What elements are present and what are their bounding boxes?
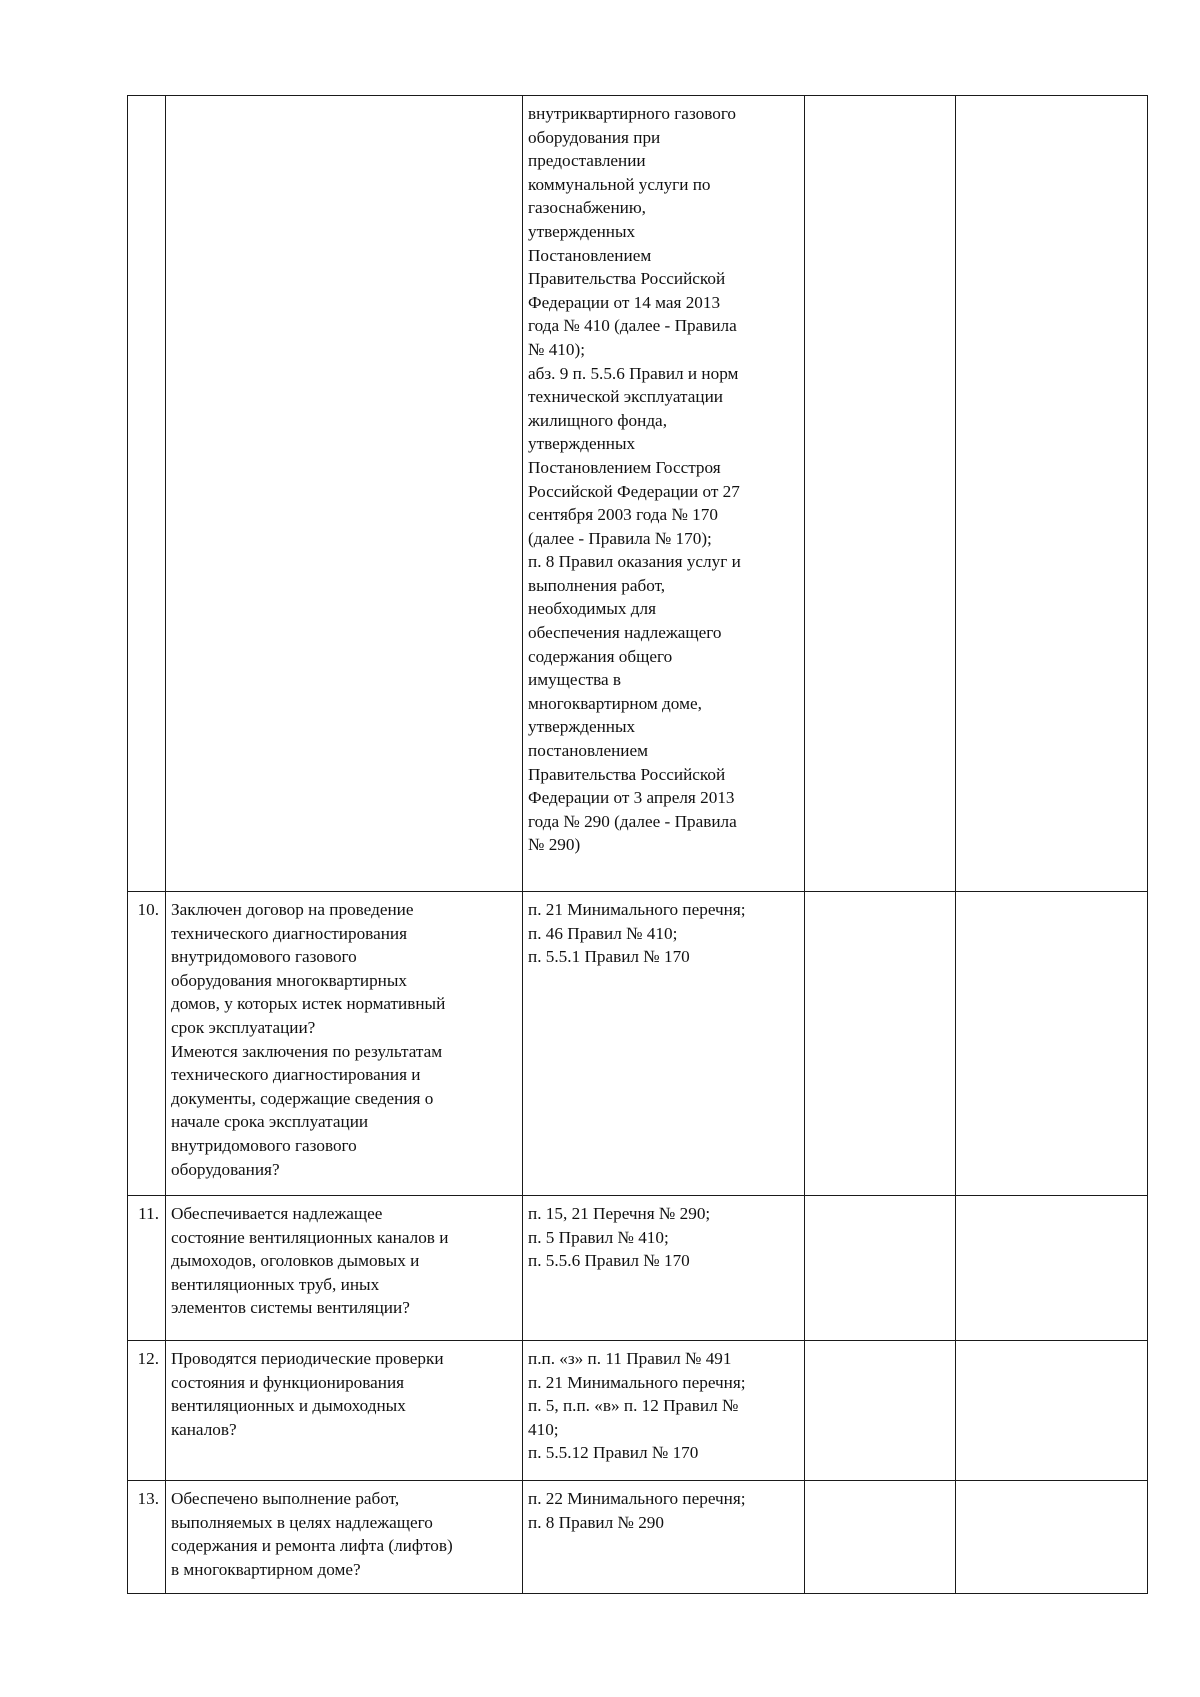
cell-text-line: п. 46 Правил № 410; <box>528 923 678 943</box>
cell-text-line: (далее - Правила № 170); <box>528 528 712 548</box>
question-cell <box>166 1196 523 1341</box>
cell-text-line: технического диагностирования <box>171 923 408 943</box>
cell-text-line: № 410); <box>528 339 585 359</box>
cell-text-line: утвержденных <box>528 221 636 241</box>
cell-text-line: оборудования при <box>528 127 661 147</box>
cell-text-line: № 290) <box>528 835 581 855</box>
cell-text-line: содержания общего <box>528 646 673 666</box>
cell-text-line: Правительства Российской <box>528 764 726 784</box>
cell-text-line: Российской Федерации от 27 <box>528 481 740 501</box>
cell-text-line: 410; <box>528 1419 559 1439</box>
requirements-cell <box>523 96 805 892</box>
row-number: 10. <box>128 892 166 1196</box>
cell-text-line: документы, содержащие сведения о <box>171 1088 434 1108</box>
cell-text-line: выполняемых в целях надлежащего <box>171 1512 433 1532</box>
table-row-12 <box>128 1341 1148 1481</box>
question-cell <box>166 96 523 892</box>
cell-text-line: постановлением <box>528 741 648 761</box>
requirements-cell <box>523 1341 805 1481</box>
cell-text-line: выполнения работ, <box>528 575 666 595</box>
note-cell <box>956 1481 1148 1594</box>
answer-cell <box>805 96 956 892</box>
cell-text-line: внутриквартирного газового <box>528 104 737 123</box>
cell-text-line: начале срока эксплуатации <box>171 1112 369 1132</box>
cell-text-line: Заключен договор на проведение <box>171 900 414 919</box>
table-row-10 <box>128 892 1148 1196</box>
row-number: 11. <box>128 1196 166 1341</box>
requirements-cell <box>523 1481 805 1594</box>
question-cell <box>166 1341 523 1481</box>
note-cell <box>956 892 1148 1196</box>
cell-text-line: п. 8 Правил оказания услуг и <box>528 552 741 572</box>
cell-text-line: внутридомового газового <box>171 947 357 967</box>
cell-text-line: состояние вентиляционных каналов и <box>171 1227 449 1247</box>
cell-text-line: вентиляционных и дымоходных <box>171 1396 406 1416</box>
cell-text-line: года № 290 (далее - Правила <box>528 811 737 831</box>
table-row-11 <box>128 1196 1148 1341</box>
cell-text-line: срок эксплуатации? <box>171 1017 316 1037</box>
cell-text-line: необходимых для <box>528 599 657 619</box>
cell-text-line: многоквартирном доме, <box>528 693 702 713</box>
requirements-cell <box>523 1196 805 1341</box>
cell-text-line: п. 8 Правил № 290 <box>528 1512 664 1532</box>
cell-text-line: п.п. «з» п. 11 Правил № 491 <box>528 1349 732 1368</box>
cell-text-line: коммунальной услуги по <box>528 174 711 194</box>
cell-text-line: Постановлением Госстроя <box>528 457 721 477</box>
cell-text-line: в многоквартирном доме? <box>171 1559 361 1579</box>
cell-text-line: утвержденных <box>528 434 636 454</box>
cell-text-line: обеспечения надлежащего <box>528 623 722 643</box>
cell-text-line: Федерации от 14 мая 2013 <box>528 292 721 312</box>
cell-text-line: п. 5.5.6 Правил № 170 <box>528 1251 690 1271</box>
answer-cell <box>805 1341 956 1481</box>
cell-text-line: абз. 9 п. 5.5.6 Правил и норм <box>528 363 739 383</box>
cell-text-line: п. 21 Минимального перечня; <box>528 1372 746 1392</box>
cell-text-line: п. 5.5.1 Правил № 170 <box>528 947 690 967</box>
cell-text-line: дымоходов, оголовков дымовых и <box>171 1251 420 1271</box>
row-number: 13. <box>128 1481 166 1594</box>
cell-text-line: п. 5 Правил № 410; <box>528 1227 669 1247</box>
note-cell <box>956 1341 1148 1481</box>
cell-text-line: п. 5, п.п. «в» п. 12 Правил № <box>528 1396 739 1416</box>
cell-text-line: Правительства Российской <box>528 269 726 289</box>
answer-cell <box>805 1481 956 1594</box>
cell-text-line: Федерации от 3 апреля 2013 <box>528 788 735 808</box>
question-cell <box>166 892 523 1196</box>
cell-text-line: содержания и ремонта лифта (лифтов) <box>171 1536 453 1556</box>
cell-text-line: технического диагностирования и <box>171 1065 421 1085</box>
cell-text-line: внутридомового газового <box>171 1135 357 1155</box>
answer-cell <box>805 1196 956 1341</box>
cell-text-line: п. 5.5.12 Правил № 170 <box>528 1443 699 1463</box>
cell-text-line: Проводятся периодические проверки <box>171 1349 444 1368</box>
cell-text-line: Постановлением <box>528 245 652 265</box>
cell-text-line: технической эксплуатации <box>528 387 723 407</box>
cell-text-line: п. 21 Минимального перечня; <box>528 900 746 919</box>
requirements-cell <box>523 892 805 1196</box>
cell-text-line: оборудования? <box>171 1159 280 1179</box>
cell-text-line: Обеспечено выполнение работ, <box>171 1489 400 1508</box>
cell-text-line: года № 410 (далее - Правила <box>528 316 737 336</box>
cell-text-line: газоснабжению, <box>528 198 646 218</box>
cell-text-line: жилищного фонда, <box>528 410 667 430</box>
checklist-table <box>127 95 1148 1594</box>
cell-text-line: п. 15, 21 Перечня № 290; <box>528 1204 711 1223</box>
cell-text-line: домов, у которых истек нормативный <box>171 994 446 1014</box>
cell-text-line: п. 22 Минимального перечня; <box>528 1489 746 1508</box>
cell-text-line: имущества в <box>528 670 622 690</box>
cell-text-line: предоставлении <box>528 151 646 171</box>
table-row-continuation <box>128 96 1148 892</box>
cell-text-line: вентиляционных труб, иных <box>171 1274 380 1294</box>
cell-text-line: каналов? <box>171 1419 237 1439</box>
cell-text-line: элементов системы вентиляции? <box>171 1298 410 1318</box>
cell-text-line: Имеются заключения по результатам <box>171 1041 443 1061</box>
note-cell <box>956 1196 1148 1341</box>
cell-text-line: сентября 2003 года № 170 <box>528 505 718 525</box>
note-cell <box>956 96 1148 892</box>
row-number <box>128 96 166 892</box>
cell-text-line: состояния и функционирования <box>171 1372 405 1392</box>
row-number: 12. <box>128 1341 166 1481</box>
cell-text-line: оборудования многоквартирных <box>171 970 408 990</box>
table-row-13 <box>128 1481 1148 1594</box>
cell-text-line: Обеспечивается надлежащее <box>171 1204 383 1223</box>
answer-cell <box>805 892 956 1196</box>
question-cell <box>166 1481 523 1594</box>
cell-text-line: утвержденных <box>528 717 636 737</box>
